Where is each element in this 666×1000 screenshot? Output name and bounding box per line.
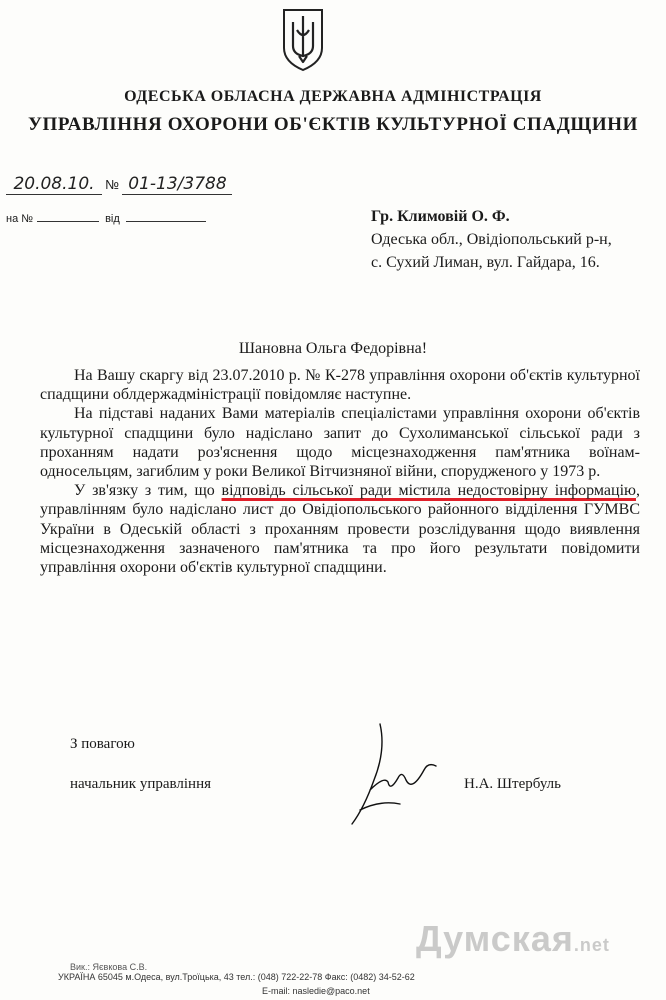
- no-label: №: [105, 177, 120, 192]
- outgoing-date-number: [6, 174, 232, 195]
- paragraph-3: [40, 481, 640, 577]
- paragraph-3-end: , управлінням було надіслано лист до Овідіопольського районного відділення ГУМВС України в Одеській області з проханням провести розслідування щодо виявлення місцезнаходження зазначеного пам'ятника та про його результати повідомити управління охорони об'єктів культурної спадщини.: [40, 482, 640, 577]
- signature-icon: [340, 720, 440, 830]
- footer-contacts: УКРАЇНА 65045 м.Одеса, вул.Троїцька, 43 тел.: (048) 722-22-78 Факс: (0482) 34-52-62: [58, 972, 415, 982]
- signer-position: начальник управління: [70, 776, 212, 792]
- letter-body: [40, 366, 640, 577]
- addressee-name: Гр. Климовій О. Ф.: [371, 208, 510, 225]
- outgoing-date: 20.08.10.: [6, 174, 102, 195]
- org-line2: УПРАВЛІННЯ ОХОРОНИ ОБ'ЄКТІВ КУЛЬТУРНОЇ СПАДЩИНИ: [27, 114, 639, 135]
- paragraph-3-start: У зв'язку з тим, що: [74, 482, 222, 500]
- ref-label: на №: [6, 213, 34, 225]
- watermark: [416, 918, 610, 960]
- footer-email: E-mail: nasledie@paco.net: [262, 986, 370, 996]
- watermark-text: Думская: [416, 918, 574, 959]
- reference-line: [6, 211, 206, 225]
- from-label: від: [105, 213, 120, 225]
- paragraph-1: На Вашу скаргу від 23.07.2010 р. № К-278 управління охорони об'єктів культурної спадщини облдержадміністрації повідомляє наступне.: [40, 367, 640, 404]
- red-underlined-phrase: відповідь сільської ради містила недостовірну інформацію: [221, 482, 636, 500]
- addressee-block: [371, 205, 612, 274]
- org-line1: ОДЕСЬКА ОБЛАСНА ДЕРЖАВНА АДМІНІСТРАЦІЯ: [124, 88, 542, 105]
- ref-blank: [37, 211, 99, 222]
- paragraph-2: На підставі наданих Вами матеріалів спеціалістами управління охорони об'єктів культурної спадщини було надіслано запит до Сухолиманської сільської ради з проханням надати роз'яснення щодо місцезнаходження пам'ятника воїнам-односельцям, загиблим у роки Великої Вітчизняної війни, спорудженого у 1973 р.: [40, 405, 640, 481]
- closing-regards: З повагою: [70, 736, 135, 752]
- trident-emblem-icon: [281, 6, 325, 72]
- from-blank: [126, 211, 206, 222]
- watermark-suffix: .net: [573, 935, 610, 955]
- salutation: Шановна Ольга Федорівна!: [238, 340, 428, 357]
- outgoing-number: 01-13/3788: [122, 174, 232, 195]
- addressee-line1: Одеська обл., Овідіопольський р-н,: [371, 231, 612, 248]
- executor-note: Вик.: Яєвкова С.В.: [70, 962, 148, 972]
- addressee-line2: с. Сухий Лиман, вул. Гайдара, 16.: [371, 254, 600, 271]
- signer-name: Н.А. Штербуль: [464, 776, 561, 792]
